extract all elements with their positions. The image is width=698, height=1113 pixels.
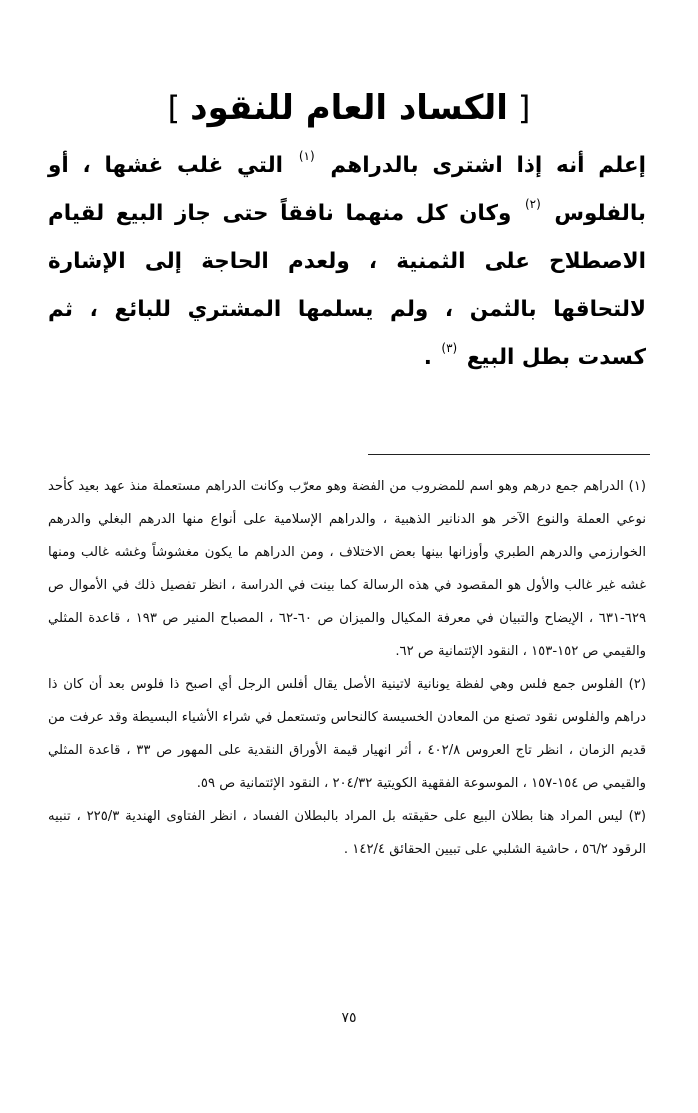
main-text-segment: التي غلب غشها ، أو بالفلوس bbox=[48, 153, 646, 226]
footnote-ref-3: (٣) bbox=[441, 341, 458, 355]
footnote-ref-1: (١) bbox=[298, 149, 315, 163]
footnote-2: (٢) الفلوس جمع فلس وهي لفظة يونانية لاتينية الأصل يقال أفلس الرجل أي اصبح ذا فلوس بعد أن كان ذا دراهم والفلوس نقود تصنع من المعادن الخسيسة كالنحاس وتستعمل في شراء الأشياء البسيطة وقد عرفت من قديم الزمان ، انظر تاج العروس ٤٠٢/٨ ، أثر انهيار قيمة الأوراق النقدية على المهور ص ٣٣ ، قاعدة المثلي والقيمي ص ١٥٤-١٥٧ ، الموسوعة الفقهية الكويتية ٢٠٤/٣٢ ، النقود الإئتمانية ص ٥٩. bbox=[48, 677, 646, 791]
main-text-segment: إعلم أنه إذا اشترى بالدراهم bbox=[330, 153, 646, 178]
main-text-segment: . bbox=[423, 345, 432, 370]
main-text-segment: وكان كل منهما نافقاً حتى جاز البيع لقيام الاصطلاح على الثمنية ، ولعدم الحاجة إلى الإشارة لالتحاقها بالثمن ، ولم يسلمها المشتري للبائع ، ثم كسدت بطل البيع bbox=[48, 201, 646, 370]
footnote-3: (٣) ليس المراد هنا بطلان البيع على حقيقته بل المراد بالبطلان الفساد ، انظر الفتاوى الهندية ٢٢٥/٣ ، تنبيه الرقود ٥٦/٢ ، حاشية الشلبي على تبيين الحقائق ١٤٢/٤ . bbox=[48, 809, 646, 857]
heading-close-bracket: ] bbox=[167, 89, 181, 127]
page-number: ٧٥ bbox=[341, 1010, 357, 1026]
footnote-separator bbox=[368, 454, 650, 455]
footnotes bbox=[48, 470, 646, 866]
section-heading bbox=[0, 84, 698, 132]
footnote-1: (١) الدراهم جمع درهم وهو اسم للمضروب من الفضة وهو معرّب وكانت الدراهم مستعملة منذ عهد بعيد كأحد نوعي العملة والنوع الآخر هو الدنانير الذهبية ، والدراهم الإسلامية على أنواع منها الدرهم البغلي والدرهم الخوارزمي والدرهم الطبري وأوزانها بينها بعض الاختلاف ، ومن الدراهم ما يكون مغشوشاً وغشه غالب ومنها غشه غير غالب والأول هو المقصود في هذه الرسالة كما بينت في الدراسة ، انظر تفصيل ذلك في الأموال ص ٦٢٩-٦٣١ ، الإيضاح والتبيان في معرفة المكيال والميزان ص ٦٠-٦٢ ، المصباح المنير ص ١٩٣ ، قاعدة المثلي والقيمي ص ١٥٢-١٥٣ ، النقود الإئتمانية ص ٦٢. bbox=[48, 479, 647, 659]
footnote-ref-2: (٢) bbox=[524, 197, 541, 211]
heading-open-bracket: [ bbox=[517, 89, 531, 127]
heading-title: الكساد العام للنقود bbox=[190, 88, 508, 128]
main-paragraph bbox=[48, 142, 646, 382]
